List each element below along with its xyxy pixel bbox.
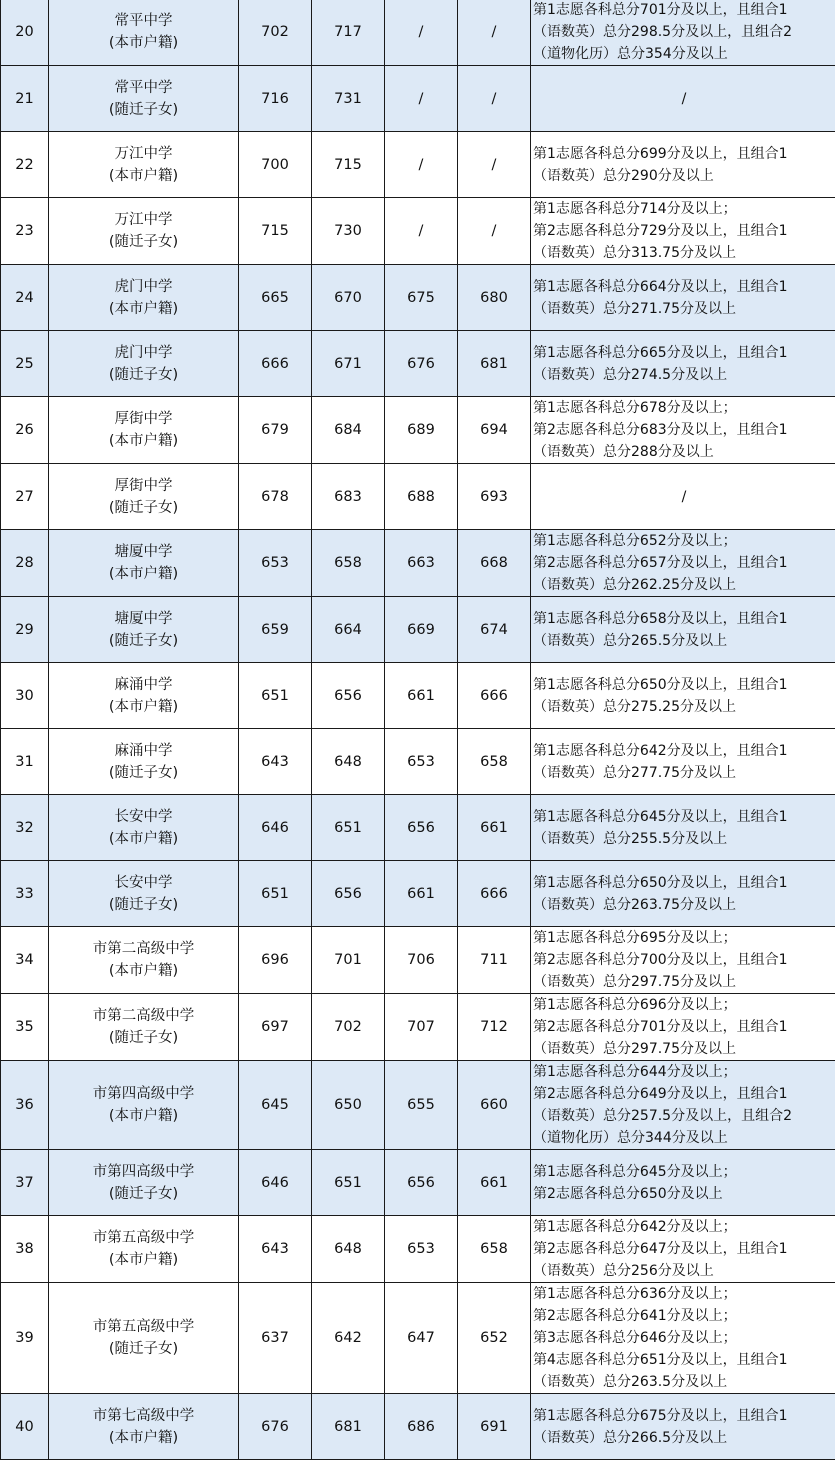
score-cell-3: 653 [385, 1216, 458, 1283]
row-number-cell: 35 [1, 994, 49, 1061]
school-name: 厚街中学 [49, 475, 238, 497]
school-name: 麻涌中学 [49, 740, 238, 762]
school-category: (本市户籍) [49, 960, 238, 982]
note-cell [531, 464, 835, 530]
row-number-cell: 31 [1, 729, 49, 795]
note-line: 第2志愿各科总分641分及以上； [533, 1305, 835, 1327]
school-name: 虎门中学 [49, 342, 238, 364]
school-category: (本市户籍) [49, 1105, 238, 1127]
school-category: (随迁子女) [49, 1338, 238, 1360]
row-number-cell: 25 [1, 331, 49, 397]
school-category: (随迁子女) [49, 630, 238, 652]
table-body [1, 0, 835, 1460]
note-line: （道物化历）总分354分及以上 [533, 43, 835, 65]
score-cell-3: 707 [385, 994, 458, 1061]
school-name: 常平中学 [49, 77, 238, 99]
note-cell [531, 795, 835, 861]
score-cell-2: 664 [312, 597, 385, 663]
school-category: (本市户籍) [49, 1427, 238, 1449]
table-row [1, 1150, 835, 1216]
score-cell-2: 730 [312, 198, 385, 265]
score-cell-4: 712 [458, 994, 531, 1061]
note-line: （语数英）总分290分及以上 [533, 165, 835, 187]
score-cell-4: 693 [458, 464, 531, 530]
table-row [1, 795, 835, 861]
school-name-cell [49, 0, 239, 66]
note-line: 第1志愿各科总分701分及以上，且组合1 [533, 0, 835, 21]
score-cell-3: 688 [385, 464, 458, 530]
score-cell-1: 646 [239, 795, 312, 861]
row-number-cell: 26 [1, 397, 49, 464]
school-name: 常平中学 [49, 10, 238, 32]
row-number-cell: 39 [1, 1283, 49, 1394]
school-name-cell [49, 729, 239, 795]
score-cell-4: 668 [458, 530, 531, 597]
score-cell-4: 680 [458, 265, 531, 331]
school-name: 厚街中学 [49, 408, 238, 430]
score-cell-2: 656 [312, 663, 385, 729]
note-line: （语数英）总分263.75分及以上 [533, 894, 835, 916]
note-line: （语数英）总分274.5分及以上 [533, 364, 835, 386]
table-row [1, 198, 835, 265]
note-cell [531, 530, 835, 597]
note-line: 第2志愿各科总分647分及以上，且组合1 [533, 1238, 835, 1260]
note-line: 第1志愿各科总分658分及以上，且组合1 [533, 608, 835, 630]
table-row [1, 265, 835, 331]
note-line: 第1志愿各科总分642分及以上，且组合1 [533, 740, 835, 762]
score-cell-2: 656 [312, 861, 385, 927]
table-row [1, 1394, 835, 1460]
note-line: 第1志愿各科总分642分及以上； [533, 1216, 835, 1238]
note-line: 第2志愿各科总分729分及以上，且组合1 [533, 220, 835, 242]
school-name: 长安中学 [49, 806, 238, 828]
score-cell-2: 658 [312, 530, 385, 597]
school-name: 虎门中学 [49, 276, 238, 298]
note-cell [531, 0, 835, 66]
score-cell-1: 666 [239, 331, 312, 397]
school-name: 麻涌中学 [49, 674, 238, 696]
table-row [1, 1061, 835, 1150]
score-cell-2: 651 [312, 1150, 385, 1216]
score-cell-4: / [458, 66, 531, 132]
table-row [1, 530, 835, 597]
score-cell-4: 694 [458, 397, 531, 464]
note-line: （语数英）总分297.75分及以上 [533, 971, 835, 993]
row-number-cell: 36 [1, 1061, 49, 1150]
score-cell-4: 666 [458, 663, 531, 729]
school-name: 塘厦中学 [49, 541, 238, 563]
score-cell-1: 716 [239, 66, 312, 132]
row-number-cell: 29 [1, 597, 49, 663]
school-name-cell [49, 66, 239, 132]
note-line: 第2志愿各科总分700分及以上，且组合1 [533, 949, 835, 971]
score-cell-1: 645 [239, 1061, 312, 1150]
school-name: 市第四高级中学 [49, 1161, 238, 1183]
score-cell-3: 689 [385, 397, 458, 464]
school-category: (随迁子女) [49, 894, 238, 916]
note-line: 第1志愿各科总分652分及以上； [533, 530, 835, 552]
row-number-cell: 21 [1, 66, 49, 132]
score-cell-4: 658 [458, 1216, 531, 1283]
note-cell [531, 861, 835, 927]
table-row [1, 464, 835, 530]
school-name: 市第二高级中学 [49, 938, 238, 960]
table-row [1, 729, 835, 795]
score-cell-2: 715 [312, 132, 385, 198]
score-cell-3: 686 [385, 1394, 458, 1460]
note-line: 第2志愿各科总分657分及以上，且组合1 [533, 552, 835, 574]
note-line: 第1志愿各科总分678分及以上； [533, 397, 835, 419]
school-name: 市第二高级中学 [49, 1005, 238, 1027]
table-row [1, 861, 835, 927]
score-cell-3: / [385, 0, 458, 66]
note-line: （语数英）总分297.75分及以上 [533, 1038, 835, 1060]
note-line: 第1志愿各科总分644分及以上； [533, 1061, 835, 1083]
school-category: (本市户籍) [49, 298, 238, 320]
school-name-cell [49, 597, 239, 663]
score-cell-3: 661 [385, 663, 458, 729]
school-name: 市第五高级中学 [49, 1227, 238, 1249]
score-cell-2: 717 [312, 0, 385, 66]
note-line: / [533, 88, 835, 110]
score-cell-2: 648 [312, 1216, 385, 1283]
school-name-cell [49, 265, 239, 331]
school-name-cell [49, 795, 239, 861]
score-cell-3: 661 [385, 861, 458, 927]
school-name-cell [49, 331, 239, 397]
note-line: （语数英）总分298.5分及以上，且组合2 [533, 21, 835, 43]
note-line: （语数英）总分266.5分及以上 [533, 1427, 835, 1449]
school-name-cell [49, 397, 239, 464]
score-cell-3: / [385, 132, 458, 198]
row-number-cell: 27 [1, 464, 49, 530]
score-cell-4: 691 [458, 1394, 531, 1460]
note-line: 第1志愿各科总分650分及以上，且组合1 [533, 872, 835, 894]
table-row [1, 66, 835, 132]
score-cell-4: / [458, 132, 531, 198]
school-name-cell [49, 994, 239, 1061]
score-cell-3: / [385, 66, 458, 132]
table-row [1, 0, 835, 66]
note-line: （语数英）总分263.5分及以上 [533, 1371, 835, 1393]
row-number-cell: 30 [1, 663, 49, 729]
score-cell-2: 651 [312, 795, 385, 861]
school-name: 市第五高级中学 [49, 1316, 238, 1338]
school-name: 万江中学 [49, 209, 238, 231]
note-line: 第1志愿各科总分665分及以上，且组合1 [533, 342, 835, 364]
school-name-cell [49, 1394, 239, 1460]
table-row [1, 1283, 835, 1394]
school-category: (本市户籍) [49, 165, 238, 187]
score-cell-2: 683 [312, 464, 385, 530]
note-cell [531, 597, 835, 663]
score-cell-1: 643 [239, 1216, 312, 1283]
score-cell-1: 643 [239, 729, 312, 795]
note-cell [531, 927, 835, 994]
note-line: （语数英）总分288分及以上 [533, 441, 835, 463]
school-category: (随迁子女) [49, 364, 238, 386]
score-cell-4: 660 [458, 1061, 531, 1150]
note-line: 第4志愿各科总分651分及以上，且组合1 [533, 1349, 835, 1371]
score-cell-4: 658 [458, 729, 531, 795]
table-row [1, 663, 835, 729]
note-line: （语数英）总分262.25分及以上 [533, 574, 835, 596]
note-line: （语数英）总分255.5分及以上 [533, 828, 835, 850]
score-cell-3: 669 [385, 597, 458, 663]
row-number-cell: 23 [1, 198, 49, 265]
school-category: (本市户籍) [49, 828, 238, 850]
score-cell-1: 700 [239, 132, 312, 198]
note-line: 第2志愿各科总分701分及以上，且组合1 [533, 1016, 835, 1038]
school-category: (随迁子女) [49, 1027, 238, 1049]
school-name-cell [49, 132, 239, 198]
score-cell-3: 656 [385, 1150, 458, 1216]
score-cell-4: / [458, 0, 531, 66]
school-name-cell [49, 1283, 239, 1394]
score-cell-4: 661 [458, 1150, 531, 1216]
score-cell-2: 684 [312, 397, 385, 464]
school-category: (本市户籍) [49, 563, 238, 585]
school-name: 万江中学 [49, 143, 238, 165]
row-number-cell: 32 [1, 795, 49, 861]
row-number-cell: 33 [1, 861, 49, 927]
score-cell-2: 731 [312, 66, 385, 132]
table-row [1, 331, 835, 397]
score-cell-3: 676 [385, 331, 458, 397]
school-name-cell [49, 663, 239, 729]
note-line: 第2志愿各科总分650分及以上 [533, 1183, 835, 1205]
score-cell-1: 678 [239, 464, 312, 530]
score-cell-2: 648 [312, 729, 385, 795]
note-line: 第2志愿各科总分683分及以上，且组合1 [533, 419, 835, 441]
score-cell-1: 697 [239, 994, 312, 1061]
note-line: （语数英）总分275.25分及以上 [533, 696, 835, 718]
school-name: 市第四高级中学 [49, 1083, 238, 1105]
note-cell [531, 729, 835, 795]
score-cell-1: 653 [239, 530, 312, 597]
note-cell [531, 66, 835, 132]
note-line: 第3志愿各科总分646分及以上； [533, 1327, 835, 1349]
note-cell [531, 132, 835, 198]
school-category: (本市户籍) [49, 32, 238, 54]
row-number-cell: 37 [1, 1150, 49, 1216]
note-line: 第1志愿各科总分699分及以上，且组合1 [533, 143, 835, 165]
score-cell-3: 675 [385, 265, 458, 331]
school-name-cell [49, 464, 239, 530]
row-number-cell: 38 [1, 1216, 49, 1283]
note-line: 第1志愿各科总分695分及以上； [533, 927, 835, 949]
school-name-cell [49, 1150, 239, 1216]
school-name: 长安中学 [49, 872, 238, 894]
score-cell-2: 681 [312, 1394, 385, 1460]
score-cell-4: 661 [458, 795, 531, 861]
row-number-cell: 34 [1, 927, 49, 994]
note-line: （语数英）总分256分及以上 [533, 1260, 835, 1282]
note-line: （语数英）总分313.75分及以上 [533, 242, 835, 264]
school-name-cell [49, 927, 239, 994]
school-category: (本市户籍) [49, 1249, 238, 1271]
score-cell-3: 647 [385, 1283, 458, 1394]
score-cell-4: 674 [458, 597, 531, 663]
score-cell-4: 681 [458, 331, 531, 397]
note-cell [531, 265, 835, 331]
score-cell-4: 652 [458, 1283, 531, 1394]
score-cell-1: 715 [239, 198, 312, 265]
note-cell [531, 1061, 835, 1150]
school-category: (随迁子女) [49, 497, 238, 519]
note-line: 第1志愿各科总分696分及以上； [533, 994, 835, 1016]
school-name: 塘厦中学 [49, 608, 238, 630]
note-cell [531, 663, 835, 729]
note-line: （语数英）总分265.5分及以上 [533, 630, 835, 652]
score-cell-1: 637 [239, 1283, 312, 1394]
note-line: 第1志愿各科总分664分及以上，且组合1 [533, 276, 835, 298]
score-cell-1: 646 [239, 1150, 312, 1216]
note-cell [531, 1283, 835, 1394]
score-cell-3: 656 [385, 795, 458, 861]
note-line: （语数英）总分271.75分及以上 [533, 298, 835, 320]
table-row [1, 597, 835, 663]
score-cell-1: 679 [239, 397, 312, 464]
school-name-cell [49, 198, 239, 265]
score-cell-4: 666 [458, 861, 531, 927]
school-category: (随迁子女) [49, 99, 238, 121]
school-category: (本市户籍) [49, 430, 238, 452]
score-cell-1: 696 [239, 927, 312, 994]
score-cell-2: 650 [312, 1061, 385, 1150]
score-cell-3: 653 [385, 729, 458, 795]
score-cell-2: 702 [312, 994, 385, 1061]
note-line: （语数英）总分277.75分及以上 [533, 762, 835, 784]
score-cell-3: / [385, 198, 458, 265]
note-line: 第1志愿各科总分650分及以上，且组合1 [533, 674, 835, 696]
school-name-cell [49, 861, 239, 927]
row-number-cell: 20 [1, 0, 49, 66]
score-cell-3: 663 [385, 530, 458, 597]
score-cell-2: 642 [312, 1283, 385, 1394]
row-number-cell: 22 [1, 132, 49, 198]
score-cell-1: 676 [239, 1394, 312, 1460]
note-line: 第2志愿各科总分649分及以上，且组合1 [533, 1083, 835, 1105]
note-line: （道物化历）总分344分及以上 [533, 1127, 835, 1149]
table-row [1, 132, 835, 198]
row-number-cell: 28 [1, 530, 49, 597]
table-row [1, 1216, 835, 1283]
school-name-cell [49, 1061, 239, 1150]
note-line: 第1志愿各科总分714分及以上； [533, 198, 835, 220]
score-cell-1: 651 [239, 861, 312, 927]
school-category: (随迁子女) [49, 762, 238, 784]
score-cell-1: 665 [239, 265, 312, 331]
score-cell-2: 701 [312, 927, 385, 994]
note-cell [531, 1216, 835, 1283]
school-name-cell [49, 530, 239, 597]
school-name-cell [49, 1216, 239, 1283]
school-category: (随迁子女) [49, 1183, 238, 1205]
note-line: （语数英）总分257.5分及以上，且组合2 [533, 1105, 835, 1127]
note-line: / [533, 486, 835, 508]
note-cell [531, 1150, 835, 1216]
score-cell-2: 670 [312, 265, 385, 331]
score-cell-4: / [458, 198, 531, 265]
score-cell-2: 671 [312, 331, 385, 397]
note-line: 第1志愿各科总分645分及以上，且组合1 [533, 806, 835, 828]
score-cell-4: 711 [458, 927, 531, 994]
note-line: 第1志愿各科总分645分及以上； [533, 1161, 835, 1183]
score-cell-1: 702 [239, 0, 312, 66]
note-cell [531, 198, 835, 265]
score-cell-1: 659 [239, 597, 312, 663]
note-cell [531, 994, 835, 1061]
note-line: 第1志愿各科总分675分及以上，且组合1 [533, 1405, 835, 1427]
table-row [1, 927, 835, 994]
school-category: (本市户籍) [49, 696, 238, 718]
school-name: 市第七高级中学 [49, 1405, 238, 1427]
note-line: 第1志愿各科总分636分及以上； [533, 1283, 835, 1305]
note-cell [531, 397, 835, 464]
score-cell-1: 651 [239, 663, 312, 729]
row-number-cell: 40 [1, 1394, 49, 1460]
table-row [1, 397, 835, 464]
note-cell [531, 331, 835, 397]
school-category: (随迁子女) [49, 231, 238, 253]
score-cell-3: 655 [385, 1061, 458, 1150]
table-row [1, 994, 835, 1061]
note-cell [531, 1394, 835, 1460]
score-cell-3: 706 [385, 927, 458, 994]
row-number-cell: 24 [1, 265, 49, 331]
